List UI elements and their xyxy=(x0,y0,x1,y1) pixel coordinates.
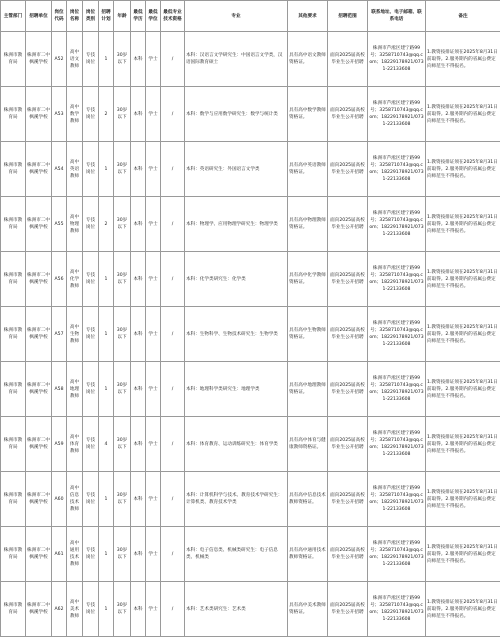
edu-cell: 本科 xyxy=(131,307,146,362)
contact-cell: 株洲市芦淞区建宁路99号；3258710743@qq.com；18229178921/0731-22133608 xyxy=(368,32,426,87)
major-cell: 本科：体育教育、运动训练研究生：体育学类 xyxy=(185,417,288,472)
table-row xyxy=(1,362,500,417)
plan-cell: 1 xyxy=(99,582,114,637)
column-header: 联系地址、电子邮箱、联系电话 xyxy=(368,1,426,32)
column-header: 最低学位 xyxy=(146,1,161,32)
scope-cell: 面向2025届高校毕业生公开招聘 xyxy=(328,417,368,472)
post-cell: 高中语文教师 xyxy=(67,32,83,87)
degree-cell: 学士 xyxy=(146,527,161,582)
age-cell: 30岁以下 xyxy=(114,527,131,582)
degree-cell: 学士 xyxy=(146,417,161,472)
degree-cell: 学士 xyxy=(146,142,161,197)
title-cell: / xyxy=(161,197,185,252)
note-cell: 1.教资按排证须在2025年8月31日前取得。2.服务期内的省属公费定向师范生不得报名。 xyxy=(426,582,500,637)
table-body xyxy=(1,32,500,637)
scope-cell: 面向2025届高校毕业生公开招聘 xyxy=(328,582,368,637)
type-cell: 专技岗位 xyxy=(83,472,99,527)
degree-cell: 学士 xyxy=(146,197,161,252)
column-header: 岗位名称 xyxy=(67,1,83,32)
type-cell: 专技岗位 xyxy=(83,307,99,362)
degree-cell: 学士 xyxy=(146,472,161,527)
title-cell: / xyxy=(161,142,185,197)
major-cell: 本科：物理学、应用物理学研究生：物理学类 xyxy=(185,197,288,252)
dept-cell: 株洲市教育局 xyxy=(1,472,26,527)
post-cell: 高中物理教师 xyxy=(67,197,83,252)
unit-cell: 株洲市二中枫溪学校 xyxy=(26,527,52,582)
contact-cell: 株洲市芦淞区建宁路99号；3258710743@qq.com；18229178921/0731-22133608 xyxy=(368,87,426,142)
requirement-cell: 具有高中化学教师资格证。 xyxy=(288,252,328,307)
unit-cell: 株洲市二中枫溪学校 xyxy=(26,197,52,252)
degree-cell: 学士 xyxy=(146,32,161,87)
age-cell: 30岁以下 xyxy=(114,307,131,362)
unit-cell: 株洲市二中枫溪学校 xyxy=(26,32,52,87)
title-cell: / xyxy=(161,87,185,142)
requirement-cell: 具有高中美术教师资格证。 xyxy=(288,582,328,637)
title-cell: / xyxy=(161,472,185,527)
table-row xyxy=(1,472,500,527)
code-cell: A59 xyxy=(52,417,67,472)
note-cell: 1.教资按排证须在2025年8月31日前取得。2.服务期内的省属公费定向师范生不得报名。 xyxy=(426,472,500,527)
column-header: 岗位类别 xyxy=(83,1,99,32)
major-cell: 本科：数学与应用数学研究生：数学与统计类 xyxy=(185,87,288,142)
unit-cell: 株洲市二中枫溪学校 xyxy=(26,472,52,527)
title-cell: / xyxy=(161,417,185,472)
edu-cell: 本科 xyxy=(131,142,146,197)
age-cell: 30岁以下 xyxy=(114,362,131,417)
dept-cell: 株洲市教育局 xyxy=(1,307,26,362)
contact-cell: 株洲市芦淞区建宁路99号；3258710743@qq.com；18229178921/0731-22133608 xyxy=(368,197,426,252)
title-cell: / xyxy=(161,32,185,87)
table-row xyxy=(1,417,500,472)
post-cell: 高中信息技术教师 xyxy=(67,472,83,527)
title-cell: / xyxy=(161,362,185,417)
type-cell: 专技岗位 xyxy=(83,362,99,417)
scope-cell: 面向2025届高校毕业生公开招聘 xyxy=(328,87,368,142)
edu-cell: 本科 xyxy=(131,87,146,142)
title-cell: / xyxy=(161,582,185,637)
plan-cell: 1 xyxy=(99,32,114,87)
dept-cell: 株洲市教育局 xyxy=(1,197,26,252)
edu-cell: 本科 xyxy=(131,472,146,527)
degree-cell: 学士 xyxy=(146,582,161,637)
column-header: 最低学历 xyxy=(131,1,146,32)
edu-cell: 本科 xyxy=(131,527,146,582)
dept-cell: 株洲市教育局 xyxy=(1,87,26,142)
plan-cell: 1 xyxy=(99,142,114,197)
plan-cell: 1 xyxy=(99,252,114,307)
scope-cell: 面向2025届高校毕业生公开招聘 xyxy=(328,472,368,527)
note-cell: 1.教资按排证须在2025年8月31日前取得。2.服务期内的省属公费定向师范生不得报名。 xyxy=(426,362,500,417)
column-header: 年龄 xyxy=(114,1,131,32)
post-cell: 高中化学教师 xyxy=(67,252,83,307)
table-row xyxy=(1,142,500,197)
requirement-cell: 具有高中地理教师资格证。 xyxy=(288,362,328,417)
note-cell: 1.教资按排证须在2025年8月31日前取得。2.服务期内的省属公费定向师范生不得报名。 xyxy=(426,252,500,307)
dept-cell: 株洲市教育局 xyxy=(1,252,26,307)
plan-cell: 1 xyxy=(99,362,114,417)
type-cell: 专技岗位 xyxy=(83,197,99,252)
requirement-cell: 具有高中英语教师资格证。 xyxy=(288,142,328,197)
note-cell: 1.教资按排证须在2025年8月31日前取得。2.服务期内的省属公费定向师范生不得报名。 xyxy=(426,197,500,252)
degree-cell: 学士 xyxy=(146,362,161,417)
scope-cell: 面向2025届高校毕业生公开招聘 xyxy=(328,307,368,362)
code-cell: A58 xyxy=(52,362,67,417)
age-cell: 30岁以下 xyxy=(114,197,131,252)
scope-cell: 面向2025届高校毕业生公开招聘 xyxy=(328,197,368,252)
title-cell: / xyxy=(161,527,185,582)
contact-cell: 株洲市芦淞区建宁路99号；3258710743@qq.com；18229178921/0731-22133608 xyxy=(368,472,426,527)
plan-cell: 4 xyxy=(99,417,114,472)
post-cell: 高中数学教师 xyxy=(67,87,83,142)
requirement-cell: 具有高中语文教师资格证。 xyxy=(288,32,328,87)
column-header: 主管部门 xyxy=(1,1,26,32)
type-cell: 专技岗位 xyxy=(83,32,99,87)
type-cell: 专技岗位 xyxy=(83,87,99,142)
post-cell: 高中体育教师 xyxy=(67,417,83,472)
note-cell: 1.教资按排证须在2025年8月31日前取得。2.服务期内的省属公费定向师范生不得报名。 xyxy=(426,87,500,142)
contact-cell: 株洲市芦淞区建宁路99号；3258710743@qq.com；18229178921/0731-22133608 xyxy=(368,527,426,582)
note-cell: 1.教资按排证须在2025年8月31日前取得。2.服务期内的省属公费定向师范生不得报名。 xyxy=(426,527,500,582)
age-cell: 30岁以下 xyxy=(114,472,131,527)
edu-cell: 本科 xyxy=(131,32,146,87)
age-cell: 30岁以下 xyxy=(114,252,131,307)
age-cell: 30岁以下 xyxy=(114,417,131,472)
header-row xyxy=(1,1,500,32)
major-cell: 本科：艺术类研究生：艺术类 xyxy=(185,582,288,637)
table-row xyxy=(1,252,500,307)
title-cell: / xyxy=(161,252,185,307)
requirement-cell: 具有高中数学教师资格证。 xyxy=(288,87,328,142)
column-header: 招聘计划 xyxy=(99,1,114,32)
column-header: 最低专业技术资格 xyxy=(161,1,185,32)
table-row xyxy=(1,87,500,142)
column-header: 备注 xyxy=(426,1,500,32)
table-row xyxy=(1,32,500,87)
code-cell: A61 xyxy=(52,527,67,582)
major-cell: 本科：化学类研究生：化学类 xyxy=(185,252,288,307)
column-header: 招聘范围 xyxy=(328,1,368,32)
contact-cell: 株洲市芦淞区建宁路99号；3258710743@qq.com；18229178921/0731-22133608 xyxy=(368,252,426,307)
plan-cell: 2 xyxy=(99,197,114,252)
age-cell: 30岁以下 xyxy=(114,582,131,637)
unit-cell: 株洲市二中枫溪学校 xyxy=(26,87,52,142)
note-cell: 1.教资按排证须在2025年8月31日前取得。2.服务期内的省属公费定向师范生不得报名。 xyxy=(426,417,500,472)
age-cell: 30岁以下 xyxy=(114,32,131,87)
requirement-cell: 具有高中生物教师资格证。 xyxy=(288,307,328,362)
table-row xyxy=(1,197,500,252)
type-cell: 专技岗位 xyxy=(83,252,99,307)
code-cell: A55 xyxy=(52,197,67,252)
post-cell: 高中美术教师 xyxy=(67,582,83,637)
major-cell: 本科：汉语言文学研究生：中国语言文学类，汉语国际教育硕士 xyxy=(185,32,288,87)
requirement-cell: 具有高中体育与健康教师资格证。 xyxy=(288,417,328,472)
post-cell: 高中通用技术教师 xyxy=(67,527,83,582)
contact-cell: 株洲市芦淞区建宁路99号；3258710743@qq.com；18229178921/0731-22133608 xyxy=(368,307,426,362)
major-cell: 本科：英语研究生：外国语言文学类 xyxy=(185,142,288,197)
contact-cell: 株洲市芦淞区建宁路99号；3258710743@qq.com；18229178921/0731-22133608 xyxy=(368,417,426,472)
table-row xyxy=(1,527,500,582)
edu-cell: 本科 xyxy=(131,582,146,637)
post-cell: 高中生物教师 xyxy=(67,307,83,362)
code-cell: A60 xyxy=(52,472,67,527)
age-cell: 30岁以下 xyxy=(114,87,131,142)
unit-cell: 株洲市二中枫溪学校 xyxy=(26,362,52,417)
column-header: 招聘单位 xyxy=(26,1,52,32)
scope-cell: 面向2025届高校毕业生公开招聘 xyxy=(328,32,368,87)
degree-cell: 学士 xyxy=(146,87,161,142)
code-cell: A62 xyxy=(52,582,67,637)
major-cell: 本科：生物科学、生物技术研究生：生物学类 xyxy=(185,307,288,362)
major-cell: 本科：电子信息类、机械类研究生：电子信息类、机械类 xyxy=(185,527,288,582)
plan-cell: 1 xyxy=(99,527,114,582)
dept-cell: 株洲市教育局 xyxy=(1,582,26,637)
type-cell: 专技岗位 xyxy=(83,417,99,472)
unit-cell: 株洲市二中枫溪学校 xyxy=(26,142,52,197)
column-header: 专业 xyxy=(185,1,288,32)
dept-cell: 株洲市教育局 xyxy=(1,362,26,417)
code-cell: A52 xyxy=(52,32,67,87)
unit-cell: 株洲市二中枫溪学校 xyxy=(26,582,52,637)
edu-cell: 本科 xyxy=(131,197,146,252)
dept-cell: 株洲市教育局 xyxy=(1,32,26,87)
contact-cell: 株洲市芦淞区建宁路99号；3258710743@qq.com；18229178921/0731-22133608 xyxy=(368,142,426,197)
dept-cell: 株洲市教育局 xyxy=(1,142,26,197)
code-cell: A57 xyxy=(52,307,67,362)
table-row xyxy=(1,582,500,637)
plan-cell: 2 xyxy=(99,87,114,142)
unit-cell: 株洲市二中枫溪学校 xyxy=(26,252,52,307)
scope-cell: 面向2025届高校毕业生公开招聘 xyxy=(328,362,368,417)
degree-cell: 学士 xyxy=(146,307,161,362)
major-cell: 本科：地理科学类研究生：地理学类 xyxy=(185,362,288,417)
dept-cell: 株洲市教育局 xyxy=(1,417,26,472)
note-cell: 1.教资按排证须在2025年8月31日前取得。2.服务期内的省属公费定向师范生不得报名。 xyxy=(426,32,500,87)
note-cell: 1.教资按排证须在2025年8月31日前取得。2.服务期内的省属公费定向师范生不得报名。 xyxy=(426,142,500,197)
requirement-cell: 具有高中物理教师资格证。 xyxy=(288,197,328,252)
unit-cell: 株洲市二中枫溪学校 xyxy=(26,307,52,362)
degree-cell: 学士 xyxy=(146,252,161,307)
scope-cell: 面向2025届高校毕业生公开招聘 xyxy=(328,252,368,307)
code-cell: A54 xyxy=(52,142,67,197)
code-cell: A56 xyxy=(52,252,67,307)
code-cell: A53 xyxy=(52,87,67,142)
scope-cell: 面向2025届高校毕业生公开招聘 xyxy=(328,142,368,197)
plan-cell: 1 xyxy=(99,307,114,362)
contact-cell: 株洲市芦淞区建宁路99号；3258710743@qq.com；18229178921/0731-22133608 xyxy=(368,582,426,637)
post-cell: 高中地理教师 xyxy=(67,362,83,417)
scope-cell: 面向2025届高校毕业生公开招聘 xyxy=(328,527,368,582)
type-cell: 专技岗位 xyxy=(83,582,99,637)
edu-cell: 本科 xyxy=(131,417,146,472)
requirement-cell: 具有高中信息技术教师资格证。 xyxy=(288,472,328,527)
edu-cell: 本科 xyxy=(131,252,146,307)
major-cell: 本科：计算机科学与技术、教育技术学研究生：计算机类、教育技术学类 xyxy=(185,472,288,527)
column-header: 岗位代码 xyxy=(52,1,67,32)
title-cell: / xyxy=(161,307,185,362)
note-cell: 1.教资按排证须在2025年8月31日前取得。2.服务期内的省属公费定向师范生不得报名。 xyxy=(426,307,500,362)
type-cell: 专技岗位 xyxy=(83,142,99,197)
type-cell: 专技岗位 xyxy=(83,527,99,582)
age-cell: 30岁以下 xyxy=(114,142,131,197)
contact-cell: 株洲市芦淞区建宁路99号；3258710743@qq.com；18229178921/0731-22133608 xyxy=(368,362,426,417)
plan-cell: 1 xyxy=(99,472,114,527)
unit-cell: 株洲市二中枫溪学校 xyxy=(26,417,52,472)
requirement-cell: 具有高中通用技术教师资格证。 xyxy=(288,527,328,582)
edu-cell: 本科 xyxy=(131,362,146,417)
dept-cell: 株洲市教育局 xyxy=(1,527,26,582)
post-cell: 高中英语教师 xyxy=(67,142,83,197)
table-row xyxy=(1,307,500,362)
column-header: 其他要求 xyxy=(288,1,328,32)
